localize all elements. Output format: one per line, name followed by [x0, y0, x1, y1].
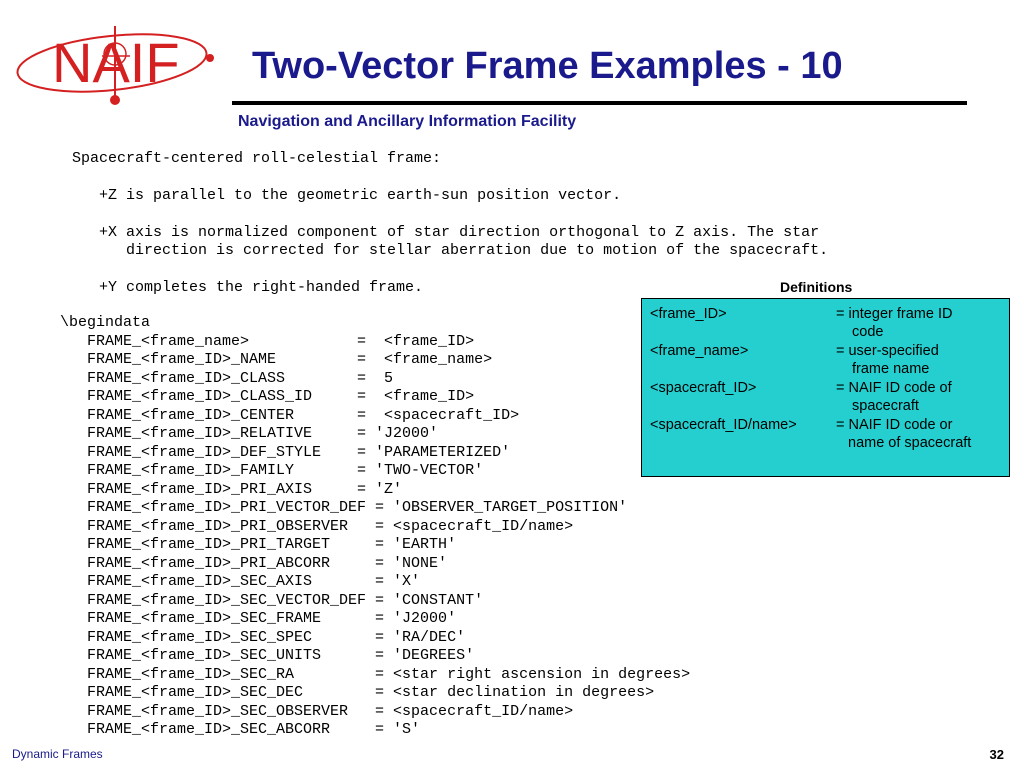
- code-line: FRAME_<frame_ID>_SEC_UNITS = 'DEGREES': [60, 647, 475, 664]
- naif-logo: [12, 18, 227, 113]
- definition-continuation: spacecraft: [852, 398, 919, 414]
- definition-term: <spacecraft_ID>: [650, 380, 757, 396]
- code-line: FRAME_<frame_ID>_SEC_OBSERVER = <spacecraft_ID/name>: [60, 702, 574, 720]
- description-line: direction is corrected for stellar aberration due to motion of the spacecraft.: [72, 242, 829, 259]
- code-line: FRAME_<frame_ID>_PRI_OBSERVER = <spacecraft_ID/name>: [60, 517, 574, 535]
- page-number: 32: [989, 747, 1004, 762]
- code-line: FRAME_<frame_ID>_SEC_FRAME = 'J2000': [60, 610, 457, 627]
- definition-row: [650, 417, 953, 435]
- code-line: FRAME_<frame_ID>_NAME = <frame_name>: [60, 351, 493, 368]
- definitions-heading: Definitions: [780, 279, 853, 295]
- code-line: FRAME_<frame_name> = <frame_ID>: [60, 332, 475, 350]
- code-line: FRAME_<frame_ID>_PRI_AXIS = 'Z': [60, 480, 403, 498]
- definition-term: <spacecraft_ID/name>: [650, 417, 797, 433]
- code-line: FRAME_<frame_ID>_CENTER = <spacecraft_ID>: [60, 406, 520, 424]
- definition-continuation: name of spacecraft: [848, 435, 972, 451]
- definition-row: [650, 306, 953, 324]
- begindata-line: \begindata: [60, 314, 151, 331]
- definition-text: = NAIF ID code of: [836, 380, 952, 396]
- definition-text: = NAIF ID code or: [836, 417, 953, 433]
- code-line: FRAME_<frame_ID>_CLASS = 5: [60, 369, 394, 387]
- logo-text: NAIF: [52, 31, 180, 94]
- code-line: FRAME_<frame_ID>_FAMILY = 'TWO-VECTOR': [60, 462, 484, 479]
- description-line: +Y completes the right-handed frame.: [72, 278, 424, 296]
- description-line: +Z is parallel to the geometric earth-sun position vector.: [72, 186, 622, 204]
- definition-row: [650, 343, 939, 361]
- description-line: Spacecraft-centered roll-celestial frame:: [72, 150, 442, 167]
- code-line: FRAME_<frame_ID>_RELATIVE = 'J2000': [60, 425, 439, 442]
- definition-term: <frame_name>: [650, 343, 749, 359]
- description-line: +X axis is normalized component of star direction orthogonal to Z axis. The star: [72, 223, 820, 241]
- code-line: FRAME_<frame_ID>_SEC_SPEC = 'RA/DEC': [60, 628, 466, 646]
- definition-text: = user-specified: [836, 343, 939, 359]
- definition-continuation: code: [852, 324, 884, 340]
- frame-description: [72, 150, 828, 297]
- code-line: FRAME_<frame_ID>_PRI_TARGET = 'EARTH': [60, 536, 457, 553]
- kernel-code-block: [60, 314, 690, 740]
- definitions-box: [641, 298, 1010, 477]
- definition-continuation: frame name: [852, 361, 930, 377]
- definition-text: = integer frame ID: [836, 306, 953, 322]
- code-line: FRAME_<frame_ID>_SEC_AXIS = 'X': [60, 573, 421, 590]
- code-line: FRAME_<frame_ID>_PRI_ABCORR = 'NONE': [60, 554, 448, 572]
- code-line: FRAME_<frame_ID>_DEF_STYLE = 'PARAMETERIZED': [60, 443, 511, 461]
- code-line: FRAME_<frame_ID>_CLASS_ID = <frame_ID>: [60, 388, 475, 405]
- subtitle: Navigation and Ancillary Information Facility: [238, 113, 577, 130]
- footer-topic: Dynamic Frames: [12, 747, 103, 761]
- code-line: FRAME_<frame_ID>_PRI_VECTOR_DEF = 'OBSERVER_TARGET_POSITION': [60, 499, 628, 516]
- code-line: FRAME_<frame_ID>_SEC_DEC = <star declination in degrees>: [60, 684, 655, 701]
- definition-row: [650, 380, 952, 398]
- definition-term: <frame_ID>: [650, 306, 727, 322]
- code-line: FRAME_<frame_ID>_SEC_RA = <star right ascension in degrees>: [60, 665, 691, 683]
- title-rule: [232, 101, 967, 105]
- code-line: FRAME_<frame_ID>_SEC_VECTOR_DEF = 'CONSTANT': [60, 591, 484, 609]
- slide-title: Two-Vector Frame Examples - 10: [252, 45, 843, 87]
- code-line: FRAME_<frame_ID>_SEC_ABCORR = 'S': [60, 721, 421, 738]
- naif-logo-graphic: [12, 18, 227, 113]
